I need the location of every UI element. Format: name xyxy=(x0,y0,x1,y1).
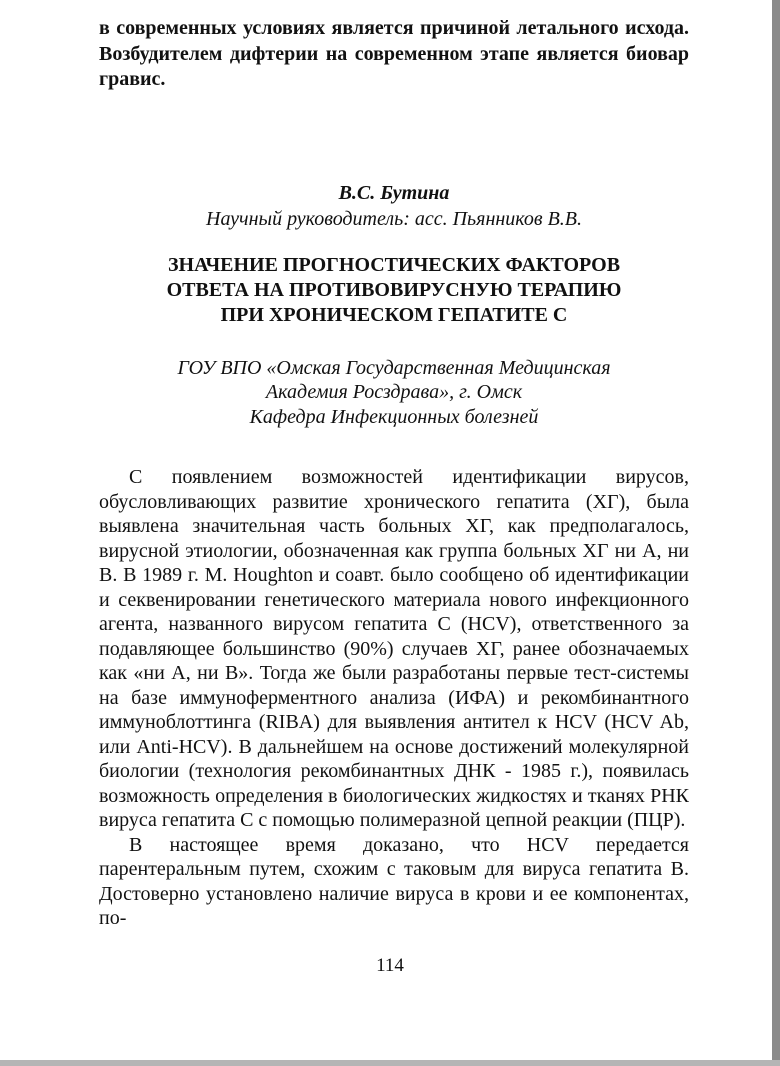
affiliation-block xyxy=(99,356,689,430)
author-name: В.С. Бутина xyxy=(338,181,450,204)
affiliation-line: Кафедра Инфекционных болезней xyxy=(249,405,539,428)
title-line: ПРИ ХРОНИЧЕСКОМ ГЕПАТИТЕ С xyxy=(220,303,568,326)
body-paragraph: В настоящее время доказано, что HCV передается парентеральным путем, схожим с таковым для вируса гепатита В. Достоверно установлено наличие вируса в крови и ее компонентах, по- xyxy=(99,833,689,929)
intro-paragraph: в современных условиях является причиной летального исхода. Возбудителем дифтерии на современном этапе является биовар гравис. xyxy=(99,17,689,90)
previous-article-ending xyxy=(99,16,689,93)
scan-edge-bottom xyxy=(0,1060,780,1066)
affiliation-line: ГОУ ВПО «Омская Государственная Медицинская xyxy=(177,356,611,379)
supervisor-line: Научный руководитель: асс. Пьянников В.В. xyxy=(206,207,582,230)
body-paragraph: С появлением возможностей идентификации вирусов, обусловливающих развитие хронического гепатита (ХГ), была выявлена значительная часть больных ХГ, как предполагалось, вирусной этиологии, обозначенная как группа больных ХГ ни А, ни В. В 1989 г. M. Houghton и соавт. было сообщено об идентификации и секвенировании генетического материала нового инфекционного агента, названного вирусом гепатита С (HCV), ответственного за подавляющее большинство (90%) случаев ХГ, ранее обозначаемых как «ни А, ни В». Тогда же были разработаны первые тест-системы на базе иммуноферментного анализа (ИФА) и рекомбинантного иммуноблоттинга (RIBA) для выявления антител к HCV (HCV Ab, или Anti-HCV). В дальнейшем на основе достижений молекулярной биологии (технология рекомбинантных ДНК - 1985 г.), появилась возможность определения в биологических жидкостях и тканях РНК вируса гепатита С с помощью полимеразной цепной реакции (ПЦР). xyxy=(99,466,689,831)
affiliation-line: Академия Росздрава», г. Омск xyxy=(265,381,523,403)
article-title xyxy=(99,253,689,328)
title-line: ЗНАЧЕНИЕ ПРОГНОСТИЧЕСКИХ ФАКТОРОВ xyxy=(167,253,621,276)
title-line: ОТВЕТА НА ПРОТИВОВИРУСНУЮ ТЕРАПИЮ xyxy=(166,278,622,301)
page-number: 114 xyxy=(376,955,404,976)
scan-edge-right xyxy=(772,0,780,1066)
document-page xyxy=(99,16,689,931)
article-body xyxy=(99,465,689,931)
